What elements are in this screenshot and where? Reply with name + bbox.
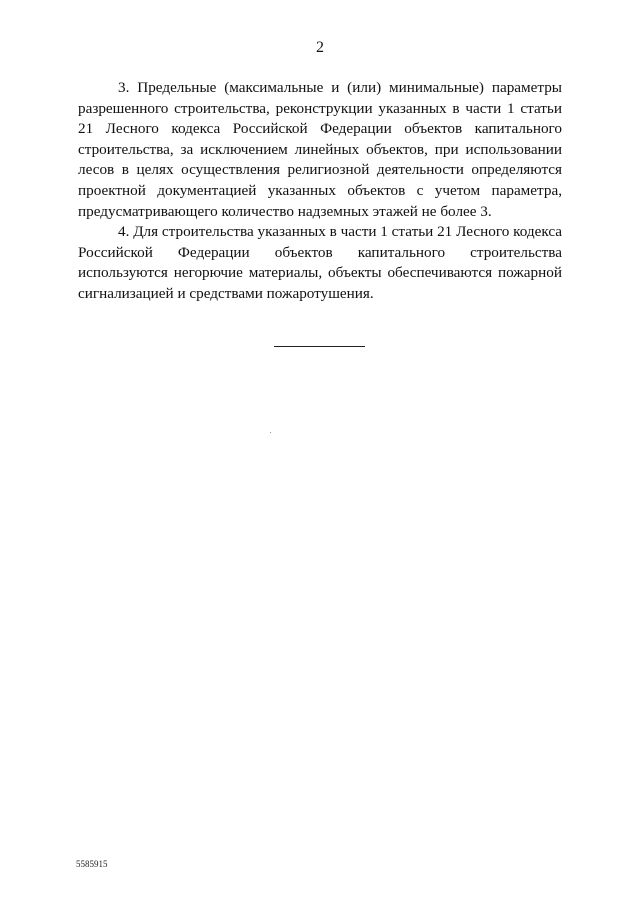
scan-speck <box>270 432 271 433</box>
end-separator-line <box>274 346 365 347</box>
document-id: 5585915 <box>76 859 108 869</box>
paragraph-3: 3. Предельные (максимальные и (или) минимальные) параметры разрешенного строительства, реконструкции указанных в части 1 статьи 21 Лесного кодекса Российской Федерации объектов капитального строительства, за исключением линейных объектов, при использовании лесов в целях осуществления религиозной деятельности определяются проектной документацией указанных объектов с учетом параметра, предусматривающего количество надземных этажей не более 3. <box>78 79 562 220</box>
page-number: 2 <box>316 39 324 56</box>
paragraph-4: 4. Для строительства указанных в части 1 статьи 21 Лесного кодекса Российской Федерации объектов капитального строительства используются негорючие материалы, объекты обеспечиваются пожарной сигнализацией и средствами пожаротушения. <box>78 223 562 302</box>
document-body <box>78 78 562 305</box>
